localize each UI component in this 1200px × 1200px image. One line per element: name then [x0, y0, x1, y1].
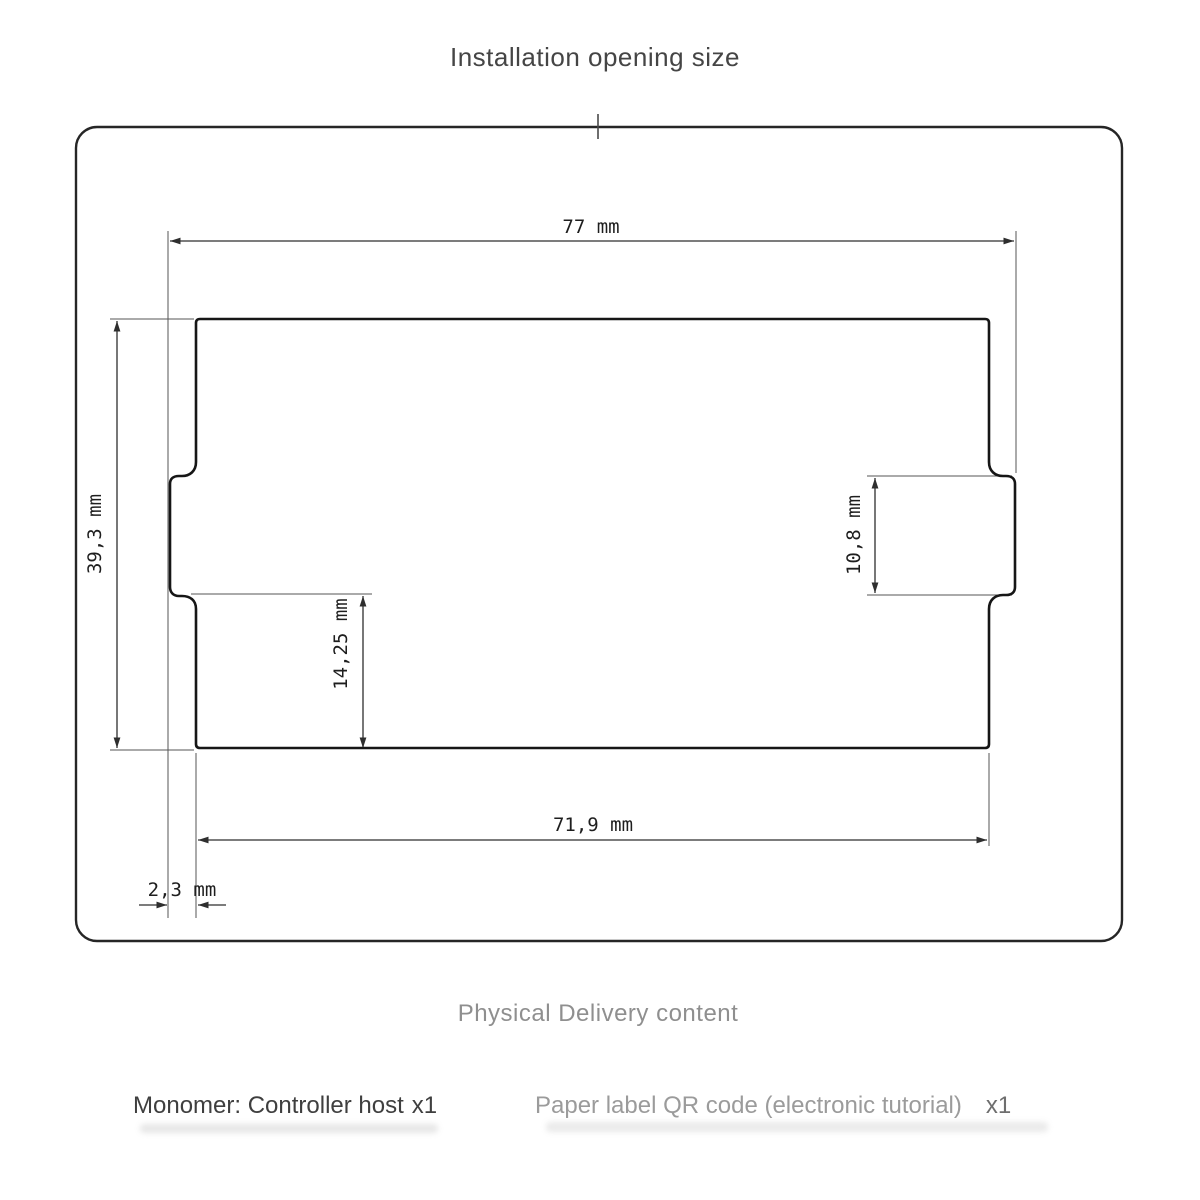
dimension-inner-width — [198, 814, 987, 840]
delivery-item-qty: x1 — [985, 1092, 1012, 1119]
dimension-overall-height — [84, 319, 194, 750]
dimension-label: 71,9 mm — [552, 814, 634, 836]
delivery-item-label: Paper label QR code (electronic tutorial) — [535, 1092, 962, 1119]
dimension-label: 2,3 mm — [147, 879, 217, 901]
dimension-notch-offset — [191, 594, 372, 748]
dimension-label: 77 mm — [562, 216, 620, 238]
dimension-label: 10,8 mm — [843, 494, 865, 576]
delivery-heading: Physical Delivery content — [457, 1000, 739, 1027]
delivery-item-paper-label — [535, 1092, 1011, 1120]
faded-text-artifact — [140, 1124, 438, 1133]
faded-text-artifact — [546, 1122, 1048, 1132]
page-title: Installation opening size — [449, 42, 741, 72]
dimension-overall-width — [170, 216, 1014, 241]
delivery-item-label: Monomer: Controller host — [133, 1092, 404, 1119]
dimension-label: 14,25 mm — [330, 598, 352, 690]
delivery-item-qty: x1 — [411, 1092, 438, 1119]
opening-outline — [170, 319, 1015, 748]
dimension-tab-height — [843, 476, 1012, 595]
delivery-item-controller-host — [133, 1092, 437, 1120]
dimension-label: 39,3 mm — [84, 493, 106, 575]
dimension-tab-depth — [139, 879, 226, 905]
